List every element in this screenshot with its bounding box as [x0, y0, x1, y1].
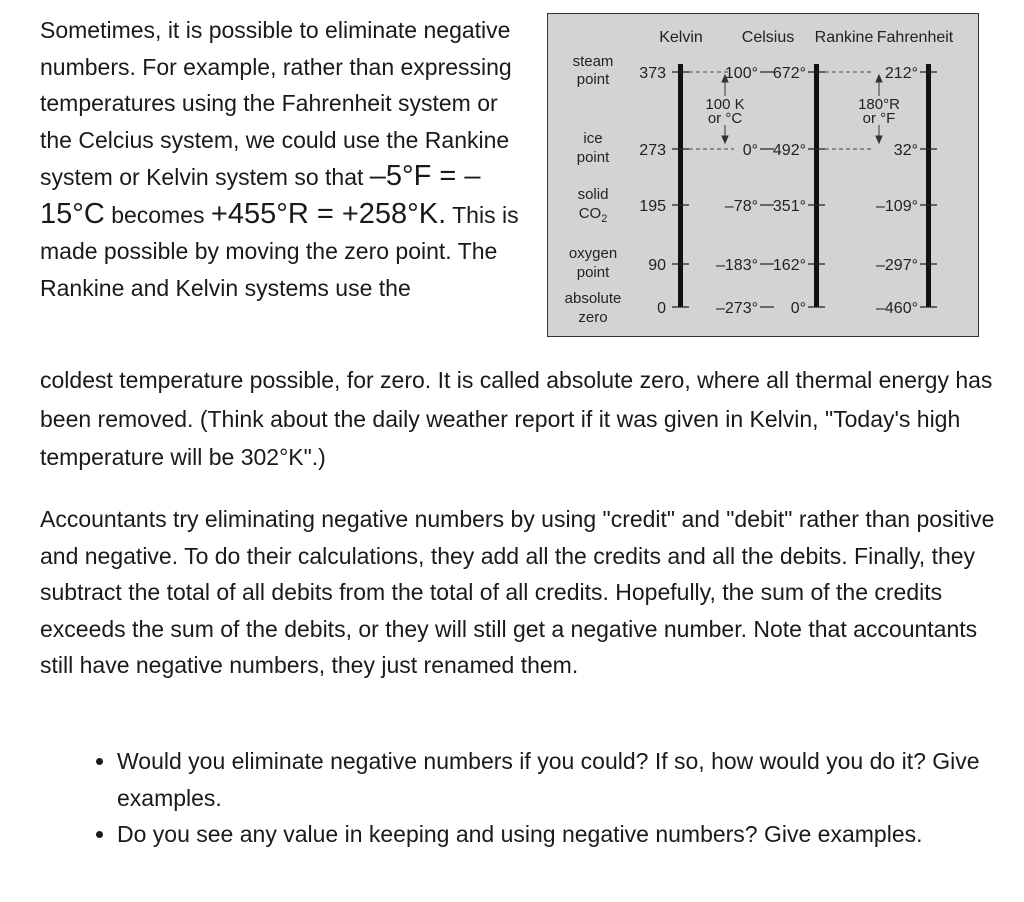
fahrenheit-ice: 32°: [893, 142, 918, 159]
header-kelvin: Kelvin: [659, 29, 703, 46]
celsius-ice: 0°: [742, 142, 758, 159]
label-oxygen-1: oxygen: [568, 245, 618, 262]
celsius-co2: –78°: [724, 198, 758, 215]
kc-interval-line1: 100 K: [705, 96, 745, 113]
label-steam-2: point: [576, 71, 610, 88]
rankine-co2: 351°: [772, 198, 806, 215]
temperature-scales-figure: [547, 13, 979, 337]
fahrenheit-co2: –109°: [876, 198, 918, 215]
label-oxygen-2: point: [576, 264, 610, 281]
celsius-absolute: –273°: [716, 300, 758, 317]
header-rankine: Rankine: [814, 29, 874, 46]
kelvin-ice: 273: [639, 142, 666, 159]
fahrenheit-oxygen: –297°: [876, 257, 918, 274]
label-co2-1: solid: [577, 186, 609, 203]
rankine-ice: 492°: [772, 142, 806, 159]
continuation-paragraph: coldest temperature possible, for zero. It is called absolute zero, where all thermal energy has been removed. (Think about the daily weather report if it was given in Kelvin, "Today's high temperature will be 302°K".): [40, 367, 993, 470]
question-item: • Do you see any value in keeping and using negative numbers? Give examples.: [117, 816, 1024, 853]
kc-interval-line2: or °C: [707, 110, 743, 127]
kelvin-celsius-scale-bar: [678, 64, 683, 307]
kelvin-co2: 195: [639, 198, 666, 215]
label-absolute-1: absolute: [564, 290, 622, 307]
temperature-scales-diagram: [548, 14, 980, 338]
rf-interval-line2: or °F: [862, 110, 896, 127]
accountants-paragraph: Accountants try eliminating negative numbers by using "credit" and "debit" rather than positive and negative. To do their calculations, they add all the credits and all the debits. Finally, they subtract the total of all debits from the total of all credits. Hopefully, the sum of the credits exceeds the sum of the debits, or they will still get a negative number. Note that accountants still have negative numbers, they just renamed them.: [40, 506, 995, 678]
question-list: [40, 743, 1024, 853]
header-fahrenheit: Fahrenheit: [876, 29, 954, 46]
intro-paragraph: [40, 12, 535, 306]
fahrenheit-steam: 212°: [884, 65, 918, 82]
intro-text-2: This is made possible by moving the zero point. The Rankine and Kelvin systems use the: [40, 201, 519, 301]
label-ice-1: ice: [583, 130, 603, 147]
header-celsius: Celsius: [741, 29, 795, 46]
rankine-scale-bar: [814, 64, 819, 307]
fahrenheit-absolute: –460°: [876, 300, 918, 317]
celsius-oxygen: –183°: [716, 257, 758, 274]
question-item: • Would you eliminate negative numbers if you could? If so, how would you do it? Give examples.: [117, 743, 1024, 816]
fahrenheit-scale-bar: [926, 64, 931, 307]
rankine-absolute: 0°: [790, 300, 806, 317]
intro-text-1: Sometimes, it is possible to eliminate negative numbers. For example, rather than expressing temperatures using the Fahrenheit system or the Celcius system, we could use the Rankine system or Kelvin system so that: [40, 17, 512, 190]
equation-rankine-kelvin: +455°R = +258°K.: [210, 197, 447, 230]
celsius-steam: 100°: [724, 65, 758, 82]
intro-becomes: becomes: [111, 201, 205, 228]
kelvin-steam: 373: [639, 65, 666, 82]
label-absolute-2: zero: [578, 309, 608, 326]
kelvin-oxygen: 90: [648, 257, 666, 274]
equation-fahrenheit-celsius: –5°F = –15°C: [40, 160, 481, 230]
kelvin-absolute: 0: [657, 300, 666, 317]
label-steam-1: steam: [572, 53, 614, 70]
rankine-oxygen: 162°: [772, 257, 806, 274]
label-ice-2: point: [576, 149, 610, 166]
rf-interval-line1: 180°R: [858, 96, 900, 113]
rankine-steam: 672°: [772, 65, 806, 82]
label-co2-2: $CO_2$: [578, 205, 608, 225]
